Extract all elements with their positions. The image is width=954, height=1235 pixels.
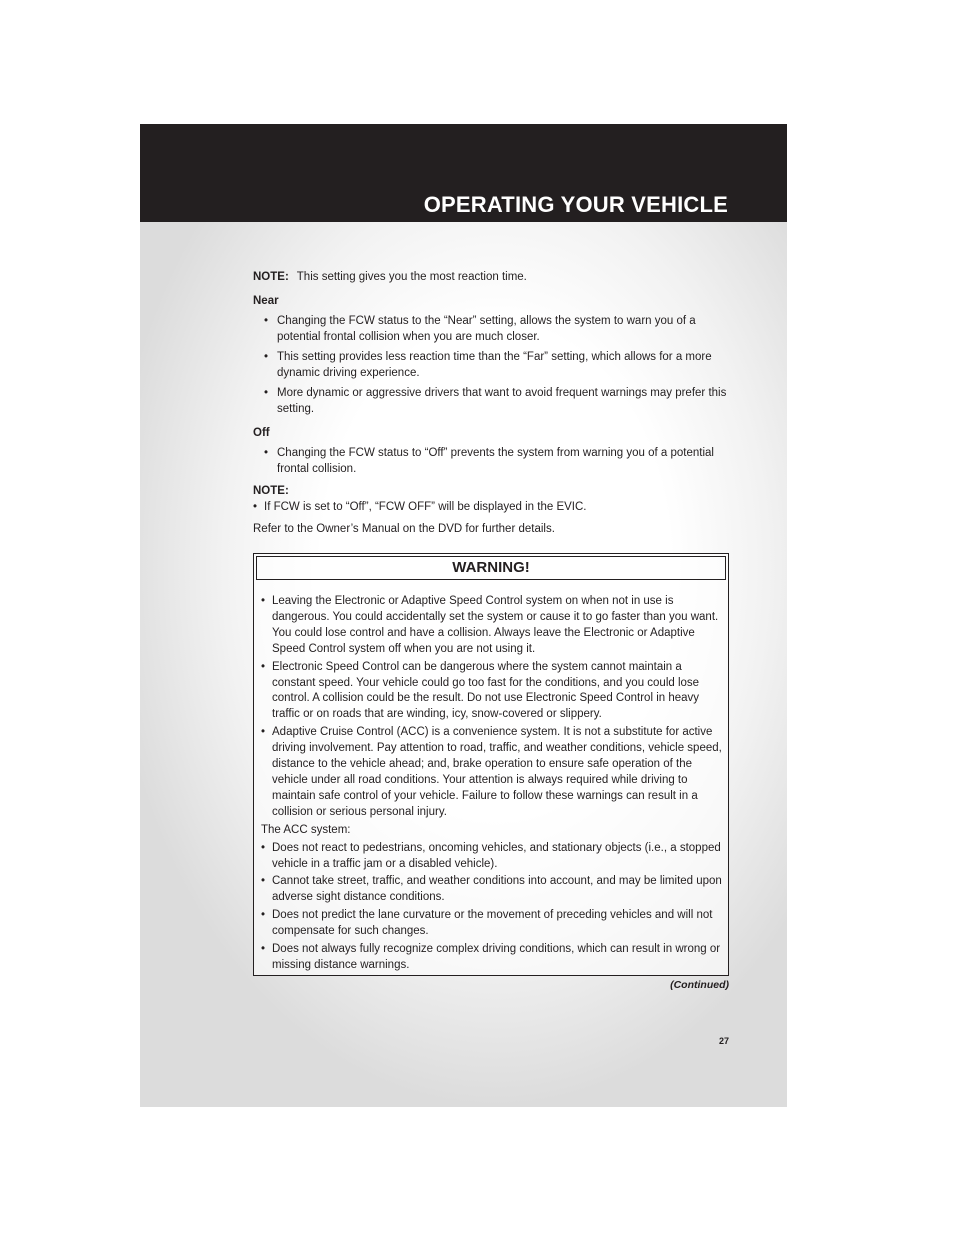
list-item: • Changing the FCW status to “Off” prevents the system from warning you of a potential frontal collision.: [264, 445, 729, 477]
note-fcw-off: • If FCW is set to “Off”, “FCW OFF” will be displayed in the EVIC.: [253, 499, 729, 515]
list-item: • Changing the FCW status to the “Near” setting, allows the system to warn you of a potential frontal collision when you are much closer.: [264, 313, 729, 345]
warning-body: [254, 582, 728, 974]
note-reaction-time: [253, 269, 729, 285]
near-list: [253, 313, 729, 417]
page-number: 27: [718, 1036, 729, 1046]
section-title: OPERATING YOUR VEHICLE: [423, 192, 728, 217]
header-band: [140, 124, 787, 222]
list-item: • Leaving the Electronic or Adaptive Speed Control system on when not in use is dangerous. You could accidentally set the system or cause it to go faster than you want. You could lose control and have a collision. Always leave the Electronic or Adaptive Speed Control system off when you are not using it.: [261, 594, 722, 658]
list-item: • Does not predict the lane curvature or the movement of preceding vehicles and will not compensate for such changes.: [261, 908, 722, 940]
note-label: NOTE:: [253, 271, 289, 283]
warning-box: [253, 553, 729, 976]
list-item: • Adaptive Cruise Control (ACC) is a convenience system. It is not a substitute for active driving involvement. Pay attention to road, traffic, and weather conditions, vehicle speed, distance to the vehicle ahead; and, brake operation to ensure safe operation of the vehicle under all road conditions. Your attention is always required while driving to maintain safe control of your vehicle. Failure to follow these warnings can result in a collision or serious personal injury.: [261, 725, 722, 820]
off-list: [253, 445, 729, 477]
acc-intro: The ACC system:: [261, 823, 351, 836]
manual-page: [140, 124, 787, 1107]
warning-title: WARNING!: [256, 556, 726, 580]
list-item: • Cannot take street, traffic, and weather conditions into account, and may be limited upon adverse sight distance conditions.: [261, 874, 722, 906]
refer-text: Refer to the Owner’s Manual on the DVD for further details.: [253, 523, 555, 535]
continued-label: (Continued): [670, 979, 729, 991]
list-item: • Does not always fully recognize complex driving conditions, which can result in wrong or missing distance warnings.: [261, 942, 722, 974]
note-text: This setting gives you the most reaction time.: [296, 271, 527, 283]
list-item: • More dynamic or aggressive drivers that want to avoid frequent warnings may prefer this setting.: [264, 385, 729, 417]
near-heading: Near: [253, 295, 279, 307]
list-item: • Does not react to pedestrians, oncoming vehicles, and stationary objects (i.e., a stopped vehicle in a traffic jam or a disabled vehicle).: [261, 841, 722, 873]
list-item: • This setting provides less reaction time than the “Far” setting, which allows for a more dynamic driving experience.: [264, 349, 729, 381]
list-item: • Electronic Speed Control can be dangerous where the system cannot maintain a constant speed. Your vehicle could go too fast for the conditions, and you could lose control. A collision could be the result. Do not use Electronic Speed Control in heavy traffic or on roads that are winding, icy, snow-covered or slippery.: [261, 660, 722, 724]
note-label-2: NOTE:: [253, 485, 289, 497]
warning-list-a: [261, 594, 722, 821]
off-heading: Off: [253, 427, 270, 439]
body-content: [253, 269, 729, 547]
warning-list-b: [261, 841, 722, 974]
